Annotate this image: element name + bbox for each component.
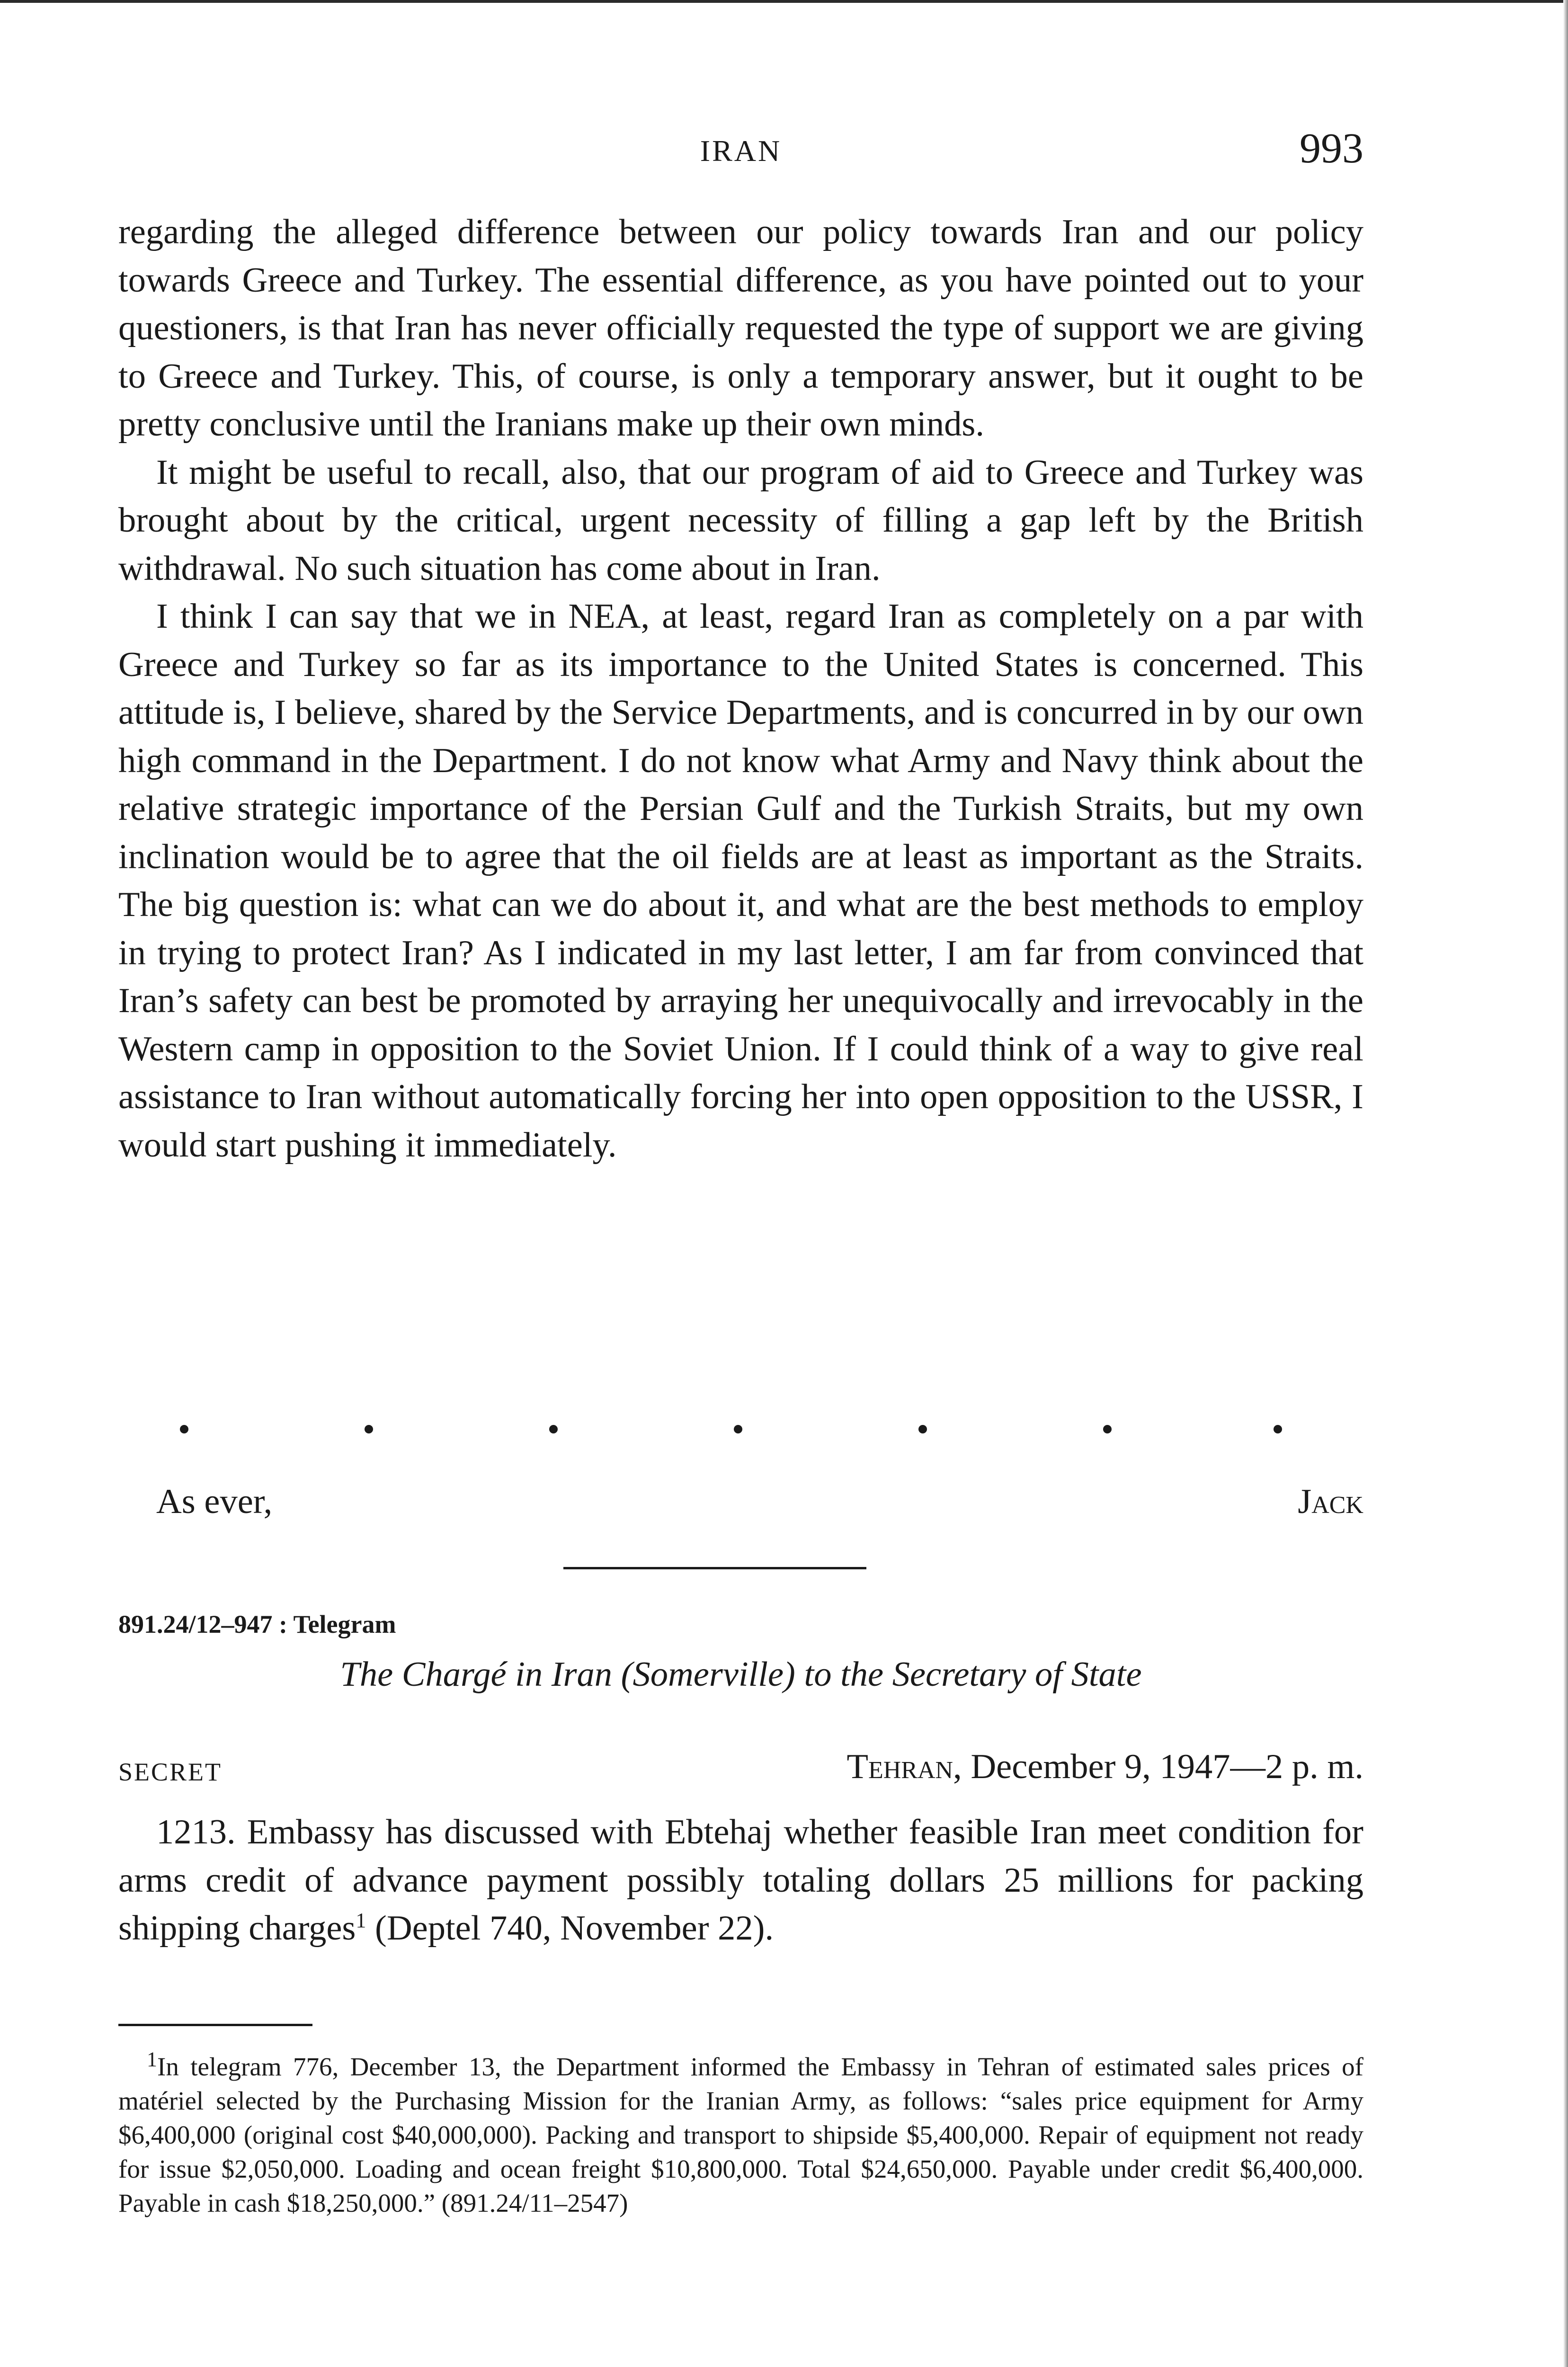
document-title: The Chargé in Iran (Somerville) to the Secretary of State xyxy=(340,1655,1142,1694)
place-name: Tehran, xyxy=(846,1747,962,1786)
letter-body xyxy=(118,208,1363,1169)
telegram-text-before-note: 1213. Embassy has discussed with Ebtehaj whether feasible Iran meet condition for arms credit of advance payment possibly totaling dollars 25 millions for packing shipping charges xyxy=(118,1813,1363,1948)
footnote-marker: 1 xyxy=(147,2047,157,2071)
page-header xyxy=(118,124,1363,176)
page-edge-shadow xyxy=(1563,0,1568,2367)
signature: Jack xyxy=(1298,1482,1363,1521)
footnote-paragraph xyxy=(118,2047,1363,2220)
omission-dot xyxy=(1103,1425,1112,1433)
letter-closing xyxy=(118,1482,1363,1534)
omission-dot xyxy=(918,1425,927,1433)
omission-dot xyxy=(549,1425,558,1433)
footnote xyxy=(118,2047,1363,2220)
salutation: As ever, xyxy=(156,1482,273,1521)
letter-paragraph-3: I think I can say that we in NEA, at least, regard Iran as completely on a par with Greece and Turkey so far as its importance to the United States is concerned. This attitude is, I believe, shared by the Service Departments, and is concurred in by our own high command in the Department. I do not know what Army and Navy think about the relative strategic importance of the Persian Gulf and the Turkish Straits, but my own inclination would be to agree that the oil fields are at least as important as the Straits. The big question is: what can we do about it, and what are the best methods to employ in trying to protect Iran? As I indicated in my last letter, I am far from convinced that Iran’s safety can best be promoted by arraying her unequivocally and irrevocably in the Western camp in opposition to the Soviet Union. If I could think of a way to give real assistance to Iran without automatically forcing her into open opposition to the USSR, I would start pushing it immediately. xyxy=(118,597,1363,1165)
footnote-text: In telegram 776, December 13, the Department informed the Embassy in Tehran of estimated sales prices of matériel selected by the Purchasing Mission for the Iranian Army, as follows: “sales price equipment for Army $6,400,000 (original cost $40,000,000). Packing and transport to shipside $5,400,000. Repair of equipment not ready for issue $2,050,000. Loading and ocean freight $10,800,000. Total $24,650,000. Payable under credit $6,400,000. Payable in cash $18,250,000.” (891.24/11–2547) xyxy=(118,2052,1363,2217)
footnote-divider xyxy=(118,2024,312,2026)
date-time: December 9, 1947—2 p. m. xyxy=(962,1747,1363,1786)
place-and-date xyxy=(846,1747,1363,1787)
omission-dot xyxy=(365,1425,373,1433)
omission-dot xyxy=(180,1425,188,1433)
page-number: 993 xyxy=(1300,125,1363,172)
file-reference: 891.24/12–947 : Telegram xyxy=(118,1610,396,1638)
classification-label: SECRET xyxy=(118,1758,223,1786)
dateline xyxy=(118,1747,1363,1799)
telegram-body xyxy=(118,1808,1363,1953)
omission-dot xyxy=(734,1425,742,1433)
telegram-text-after-note: (Deptel 740, November 22). xyxy=(366,1909,774,1948)
letter-paragraph-2: It might be useful to recall, also, that our program of aid to Greece and Turkey was brought about by the critical, urgent necessity of filling a gap left by the British withdrawal. No such situation has come about in Iran. xyxy=(118,453,1363,588)
omission-dots xyxy=(180,1425,1288,1453)
telegram-paragraph xyxy=(118,1808,1363,1953)
footnote-reference: 1 xyxy=(356,1909,366,1932)
top-border xyxy=(0,0,1568,3)
letter-paragraph-1: regarding the alleged difference between our policy towards Iran and our policy towards Greece and Turkey. The essential difference, as you have pointed out to your questioners, is that Iran has never officially requested the type of support we are giving to Greece and Turkey. This, of course, is only a temporary answer, but it ought to be pretty conclusive until the Iranians make up their own minds. xyxy=(118,213,1363,444)
running-head: IRAN xyxy=(700,134,782,168)
omission-dot xyxy=(1274,1425,1282,1433)
section-divider xyxy=(563,1567,866,1569)
